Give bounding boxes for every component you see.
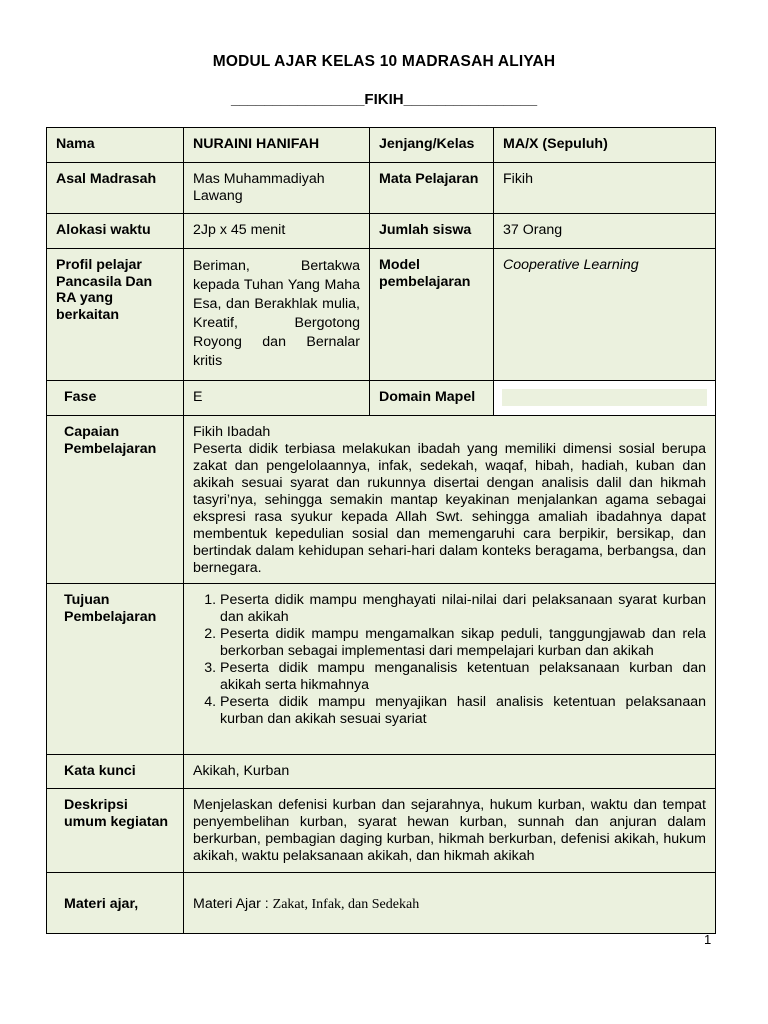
table-row: [47, 755, 716, 789]
asal-value: Mas Muhammadiyah Lawang: [184, 163, 370, 214]
materi-cell: [184, 873, 716, 934]
profil-value: Beriman, Bertakwa kepada Tuhan Yang Maha Esa, dan Berakhlak mulia, Kreatif, Bergotong Royong dan Bernalar kritis: [184, 249, 370, 381]
mapel-label: Mata Pelajaran: [370, 163, 494, 214]
mapel-value: Fikih: [494, 163, 716, 214]
table-row: [47, 416, 716, 584]
tujuan-cell: [184, 584, 716, 755]
table-row: [47, 873, 716, 934]
document-subtitle: ________________FIKIH________________: [230, 91, 538, 108]
table-row: [47, 381, 716, 416]
materi-value: Zakat, Infak, dan Sedekah: [272, 896, 420, 912]
table-row: [47, 584, 716, 755]
domain-value: [502, 389, 707, 406]
table-row: [47, 789, 716, 873]
nama-label: Nama: [47, 128, 184, 163]
alokasi-label: Alokasi waktu: [47, 214, 184, 249]
kata-label: Kata kunci: [47, 755, 184, 789]
domain-label: Domain Mapel: [370, 381, 494, 416]
capaian-text: Peserta didik terbiasa melakukan ibadah yang memiliki dimensi sosial berupa zakat dan pengelolaannya, infak, sedekah, waqaf, hibah, hadiah, kuban dan akikah sesuai syarat dan rukunnya disertai dengan analisis dalil dan hikmah tasyri’nya, sehingga semakin mantap keyakinan menjalankan agama sebagai ekspresi rasa syukur kepada Allah Swt. sehingga amaliah ibadahnya dapat membentuk kepedulian sosial dan memengaruhi cara berpikir, bersikap, dan bertindak dalam kehidupan sehari-hari dalam konteks beragama, berbangsa, dan bernegara.: [193, 441, 706, 576]
list-item: 2. Peserta didik mampu mengamalkan sikap peduli, tanggungjawab dan rela berkorban sebagai implementasi dari mempelajari kurban dan akikah: [220, 626, 706, 660]
kata-value: Akikah, Kurban: [184, 755, 716, 789]
nama-value: NURAINI HANIFAH: [184, 128, 370, 163]
materi-label: Materi ajar,: [47, 873, 184, 934]
alokasi-value: 2Jp x 45 menit: [184, 214, 370, 249]
table-row: [47, 163, 716, 214]
table-row: [47, 214, 716, 249]
list-item: 1. Peserta didik mampu menghayati nilai-nilai dari pelaksanaan syarat kurban dan akikah: [220, 592, 706, 626]
materi-prefix: Materi Ajar :: [193, 895, 273, 912]
asal-label: Asal Madrasah: [47, 163, 184, 214]
jumlah-value: 37 Orang: [494, 214, 716, 249]
profil-label: Profil pelajar Pancasila Dan RA yang berkaitan: [47, 249, 184, 381]
list-item: 4. Peserta didik mampu menyajikan hasil analisis ketentuan pelaksanaan kurban dan akikah sesuai syariat: [220, 694, 706, 728]
model-value: Cooperative Learning: [494, 249, 716, 381]
tujuan-label: Tujuan Pembelajaran: [47, 584, 184, 755]
table-row: [47, 249, 716, 381]
page-number: 1: [704, 932, 712, 947]
deskripsi-label: Deskripsi umum kegiatan: [47, 789, 184, 873]
jumlah-label: Jumlah siswa: [370, 214, 494, 249]
fase-label: Fase: [47, 381, 184, 416]
capaian-heading: Fikih Ibadah: [193, 424, 271, 440]
model-label: Model pembelajaran: [370, 249, 494, 381]
jenjang-label: Jenjang/Kelas: [370, 128, 494, 163]
document-title: MODUL AJAR KELAS 10 MADRASAH ALIYAH: [212, 53, 556, 70]
deskripsi-value: Menjelaskan defenisi kurban dan sejarahnya, hukum kurban, waktu dan tempat penyembelihan kurban, syarat hewan kurban, sunnah dan anjuran dalam berkurban, pembagian daging kurban, hikmah berkurban, defenisi akikah, hukum akikah, waktu pelaksanaan akikah, dan hikmah akikah: [184, 789, 716, 873]
capaian-cell: [184, 416, 716, 584]
list-item: 3. Peserta didik mampu menganalisis ketentuan pelaksanaan kurban dan akikah serta hikmahnya: [220, 660, 706, 694]
jenjang-value: MA/X (Sepuluh): [494, 128, 716, 163]
capaian-label: Capaian Pembelajaran: [47, 416, 184, 584]
tujuan-list: [193, 592, 706, 728]
domain-value-cell: [494, 381, 716, 416]
table-row: [47, 128, 716, 163]
modul-table: [46, 127, 716, 934]
fase-value: E: [184, 381, 370, 416]
